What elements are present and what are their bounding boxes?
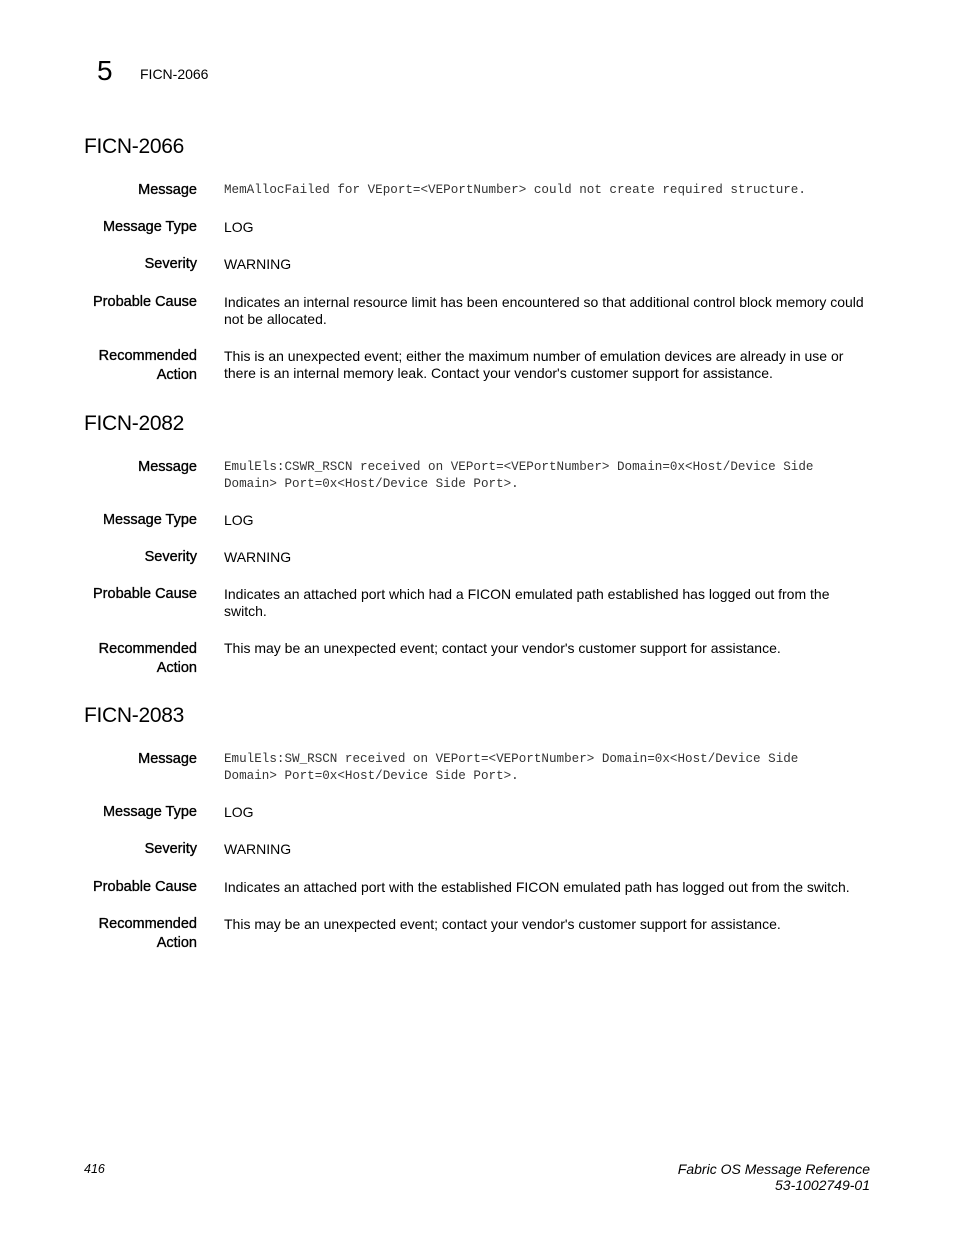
message-line: EmulEls:CSWR_RSCN received on VEPort=<VEPortNumber> Domain=0x<Host/Device Side (224, 460, 814, 474)
probable-cause-text (224, 586, 874, 620)
cause-line: Indicates an attached port with the established FICON emulated path has logged out from the switch. (224, 879, 850, 895)
footer-document-info (678, 1161, 870, 1193)
entry-title: FICN-2082 (84, 412, 185, 435)
recommended-action-text (224, 640, 874, 657)
chapter-number: 5 (97, 55, 113, 86)
severity-label: Severity (144, 549, 197, 565)
severity-label: Severity (144, 841, 197, 857)
entry-title: FICN-2083 (84, 704, 185, 727)
message-type-value: LOG (224, 512, 254, 528)
cause-line: Indicates an attached port which had a FICON emulated path established has logged out from the (224, 586, 830, 602)
message-type-value: LOG (224, 219, 254, 235)
message-type-label: Message Type (102, 219, 197, 235)
message-line: EmulEls:SW_RSCN received on VEPort=<VEPortNumber> Domain=0x<Host/Device Side (224, 752, 799, 766)
action-line: This may be an unexpected event; contact your vendor's customer support for assistance. (224, 916, 781, 932)
message-line: MemAllocFailed for VEport=<VEPortNumber> could not create required structure. (224, 183, 806, 197)
label-line: Action (156, 367, 197, 383)
running-header-title: FICN-2066 (140, 66, 209, 82)
message-type-label: Message Type (102, 512, 197, 528)
recommended-action-label (47, 640, 197, 678)
cause-line: switch. (224, 603, 267, 619)
page-number: 416 (84, 1162, 105, 1176)
probable-cause-text (224, 294, 874, 328)
cause-line: Indicates an internal resource limit has been encountered so that additional control block memory could (224, 294, 864, 310)
probable-cause-label: Probable Cause (93, 586, 197, 602)
severity-value: WARNING (224, 549, 292, 565)
message-line: Domain> Port=0x<Host/Device Side Port>. (224, 477, 519, 491)
cause-line: not be allocated. (224, 311, 327, 327)
probable-cause-label: Probable Cause (93, 294, 197, 310)
recommended-action-text (224, 348, 874, 382)
label-line: Recommended (98, 348, 197, 364)
message-line: Domain> Port=0x<Host/Device Side Port>. (224, 769, 519, 783)
probable-cause-text (224, 879, 874, 896)
label-line: Recommended (98, 916, 197, 932)
action-line: This may be an unexpected event; contact your vendor's customer support for assistance. (224, 640, 781, 656)
message-text (224, 751, 874, 785)
severity-label: Severity (144, 256, 197, 272)
message-text (224, 459, 874, 493)
severity-value: WARNING (224, 841, 292, 857)
message-label: Message (138, 182, 197, 198)
message-label: Message (138, 459, 197, 475)
action-line: there is an internal memory leak. Contact your vendor's customer support for assistance. (224, 365, 773, 381)
footer-doc-number: 53-1002749-01 (775, 1177, 870, 1193)
action-line: This is an unexpected event; either the maximum number of emulation devices are already in use or (224, 348, 844, 364)
severity-value: WARNING (224, 256, 292, 272)
footer-doc-title: Fabric OS Message Reference (677, 1161, 870, 1177)
entry-title: FICN-2066 (84, 135, 185, 158)
recommended-action-text (224, 916, 874, 933)
recommended-action-label (47, 915, 197, 953)
label-line: Recommended (98, 641, 197, 657)
message-label: Message (138, 751, 197, 767)
label-line: Action (156, 660, 197, 676)
message-text (224, 182, 874, 199)
recommended-action-label (47, 347, 197, 385)
label-line: Action (156, 935, 197, 951)
message-type-value: LOG (224, 804, 254, 820)
message-type-label: Message Type (102, 804, 197, 820)
probable-cause-label: Probable Cause (93, 879, 197, 895)
